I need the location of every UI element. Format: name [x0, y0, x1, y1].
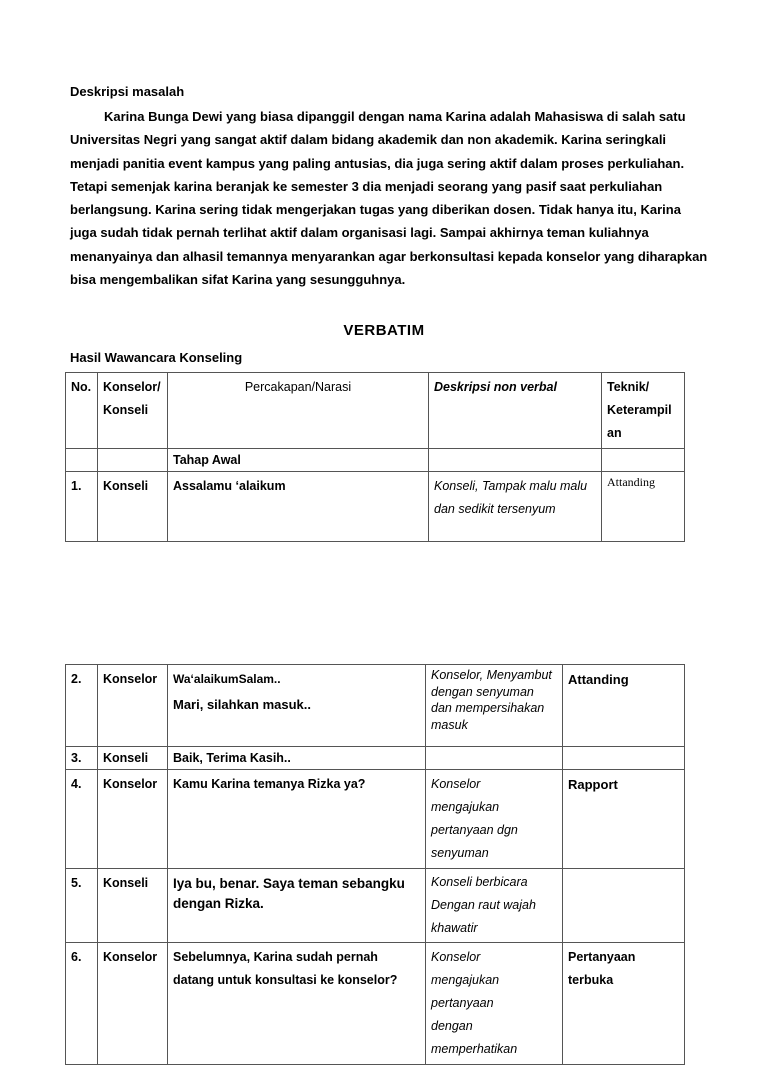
- row-narasi-line: Wa‘alaikumSalam..: [173, 672, 281, 686]
- header-narasi-text: Percakapan/Narasi: [244, 380, 352, 394]
- problem-description: [70, 105, 710, 291]
- table-cell: [98, 449, 168, 472]
- row-narasi: Iya bu, benar. Saya teman sebangku dengan Rizka.: [168, 869, 426, 943]
- row-role: Konseli: [98, 472, 168, 542]
- row-nonverbal: Konselor mengajukan pertanyaan dgn senyuman: [426, 770, 563, 869]
- header-nonverbal-text: Deskripsi non verbal: [434, 380, 557, 394]
- row-nonverbal: Konseli berbicara Dengan raut wajah khawatir: [426, 869, 563, 943]
- row-narasi: Sebelumnya, Karina sudah pernah datang untuk konsultasi ke konselor?: [168, 943, 426, 1065]
- row-narasi-line: Mari, silahkan masuk..: [173, 697, 312, 712]
- header-teknik: Teknik/ Keterampil an: [602, 373, 685, 449]
- row-no: 2.: [66, 665, 98, 747]
- section-heading: Deskripsi masalah: [70, 84, 185, 99]
- row-nonverbal: Konseli, Tampak malu malu dan sedikit tersenyum: [429, 472, 602, 542]
- verbatim-table-2: [65, 664, 685, 1065]
- verbatim-table-1: [65, 372, 685, 542]
- table-cell: [602, 449, 685, 472]
- row-no: 3.: [66, 747, 98, 770]
- table-header-row: [66, 373, 685, 449]
- problem-description-text: Karina Bunga Dewi yang biasa dipanggil dengan nama Karina adalah Mahasiswa di salah satu Universitas Negri yang sangat aktif dalam bidang akademik dan non akademik. Karina seringkali menjadi panitia event kampus yang paling antusias, dia juga sering aktif dalam proses perkuliahan. Tetapi semenjak karina beranjak ke semester 3 dia menjadi seorang yang pasif saat perkuliahan berlangsung. Karina sering tidak mengerjakan tugas yang diberikan dosen. Tidak hanya itu, Karina juga sudah tidak pernah terlihat aktif dalam organisasi lagi. Sampai akhirnya teman kuliahnya menanyainya dan alhasil temannya menyarankan agar berkonsultasi kepada konselor yang diharapkan bisa mengembalikan sifat Karina yang sesungguhnya.: [70, 109, 708, 288]
- row-teknik: [563, 869, 685, 943]
- row-narasi: [168, 665, 426, 747]
- header-narasi: [168, 373, 429, 449]
- row-role: Konseli: [98, 869, 168, 943]
- row-nonverbal: Konselor, Menyambut dengan senyuman dan mempersihakan masuk: [426, 665, 563, 747]
- header-nonverbal: [429, 373, 602, 449]
- row-teknik: Attanding: [602, 472, 685, 542]
- table-row: [66, 665, 685, 747]
- table-cell: [429, 449, 602, 472]
- row-no: 1.: [66, 472, 98, 542]
- table-cell: [66, 449, 98, 472]
- row-narasi: Kamu Karina temanya Rizka ya?: [168, 770, 426, 869]
- table-row: [66, 770, 685, 869]
- row-nonverbal: Konselor mengajukan pertanyaan dengan memperhatikan: [426, 943, 563, 1065]
- table-row: [66, 747, 685, 770]
- header-no: No.: [66, 373, 98, 449]
- row-no: 6.: [66, 943, 98, 1065]
- row-no: 5.: [66, 869, 98, 943]
- verbatim-title: VERBATIM: [343, 322, 425, 339]
- table-row: [66, 943, 685, 1065]
- row-role: Konselor: [98, 665, 168, 747]
- row-teknik: Rapport: [563, 770, 685, 869]
- row-narasi: Assalamu ‘alaikum: [168, 472, 429, 542]
- row-no: 4.: [66, 770, 98, 869]
- row-nonverbal: [426, 747, 563, 770]
- row-teknik: Pertanyaan terbuka: [563, 943, 685, 1065]
- interview-subheading: Hasil Wawancara Konseling: [70, 350, 243, 365]
- header-role: Konselor/ Konseli: [98, 373, 168, 449]
- row-narasi: Baik, Terima Kasih..: [168, 747, 426, 770]
- stage-row: [66, 449, 685, 472]
- row-teknik: [563, 747, 685, 770]
- row-role: Konseli: [98, 747, 168, 770]
- table-row: [66, 472, 685, 542]
- stage-label: Tahap Awal: [168, 449, 429, 472]
- row-teknik: Attanding: [563, 665, 685, 747]
- row-role: Konselor: [98, 770, 168, 869]
- row-role: Konselor: [98, 943, 168, 1065]
- table-row: [66, 869, 685, 943]
